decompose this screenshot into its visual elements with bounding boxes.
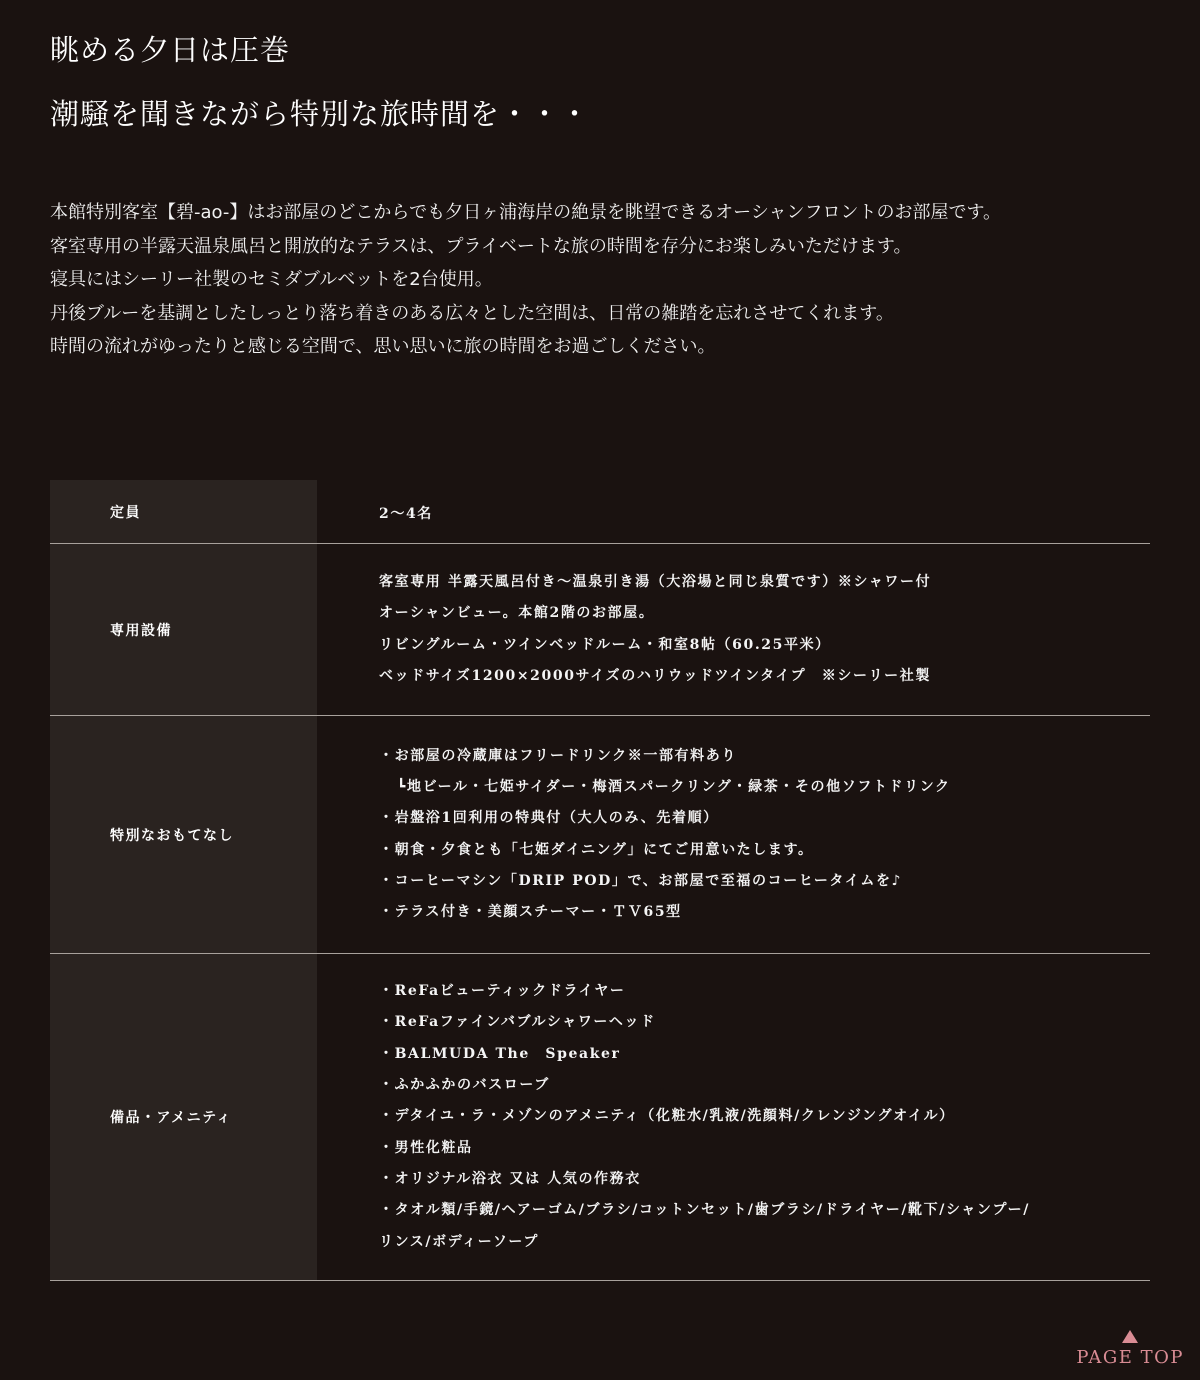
spec-value-amenity [317, 954, 1150, 1281]
list-item: ・ふかふかのバスローブ [379, 1077, 550, 1094]
list-item: オーシャンビュー。本館2階のお部屋。 [379, 605, 655, 622]
list-item: ベッドサイズ1200×2000サイズのハリウッドツインタイプ ※シーリー社製 [379, 667, 931, 684]
spec-label-hospitality: 特別なおもてなし [50, 716, 317, 954]
triangle-up-icon[interactable] [1122, 1330, 1138, 1343]
headline-primary: 眺める夕日は圧巻 [50, 33, 291, 67]
intro-paragraph [50, 196, 1150, 364]
spec-row-capacity [50, 480, 1150, 544]
room-spec-table [50, 480, 1150, 1281]
intro-line: 本館特別客室【碧-ao-】はお部屋のどこからでも夕日ヶ浦海岸の絶景を眺望できるオーシャンフロントのお部屋です。 [50, 202, 1002, 223]
spec-label-capacity: 定員 [50, 480, 317, 544]
spec-row-amenity [50, 954, 1150, 1281]
spec-value-capacity: 2〜4名 [317, 480, 1150, 544]
intro-line: 客室専用の半露天温泉風呂と開放的なテラスは、プライベートな旅の時間を存分にお楽しみいただけます。 [50, 235, 912, 257]
intro-line: 寝具にはシーリー社製のセミダブルベットを2台使用。 [50, 269, 493, 290]
list-item: ・オリジナル浴衣 又は 人気の作務衣 [379, 1170, 641, 1187]
list-item: ・タオル類/手鏡/ヘアーゴム/ブラシ/コットンセット/歯ブラシ/ドライヤー/靴下/シャンプー/ [379, 1202, 1030, 1219]
spec-value-hospitality [317, 716, 1150, 954]
list-item: ┗地ビール・七姫サイダー・梅酒スパークリング・緑茶・その他ソフトドリンク [397, 778, 951, 795]
list-item: ・BALMUDA The Speaker [379, 1045, 621, 1062]
list-item: リンス/ボディーソープ [379, 1233, 539, 1250]
page-top-link[interactable] [1076, 1330, 1184, 1368]
intro-line: 時間の流れがゆったりと感じる空間で、思い思いに旅の時間をお過ごしください。 [50, 336, 716, 357]
list-item: ・デタイユ・ラ・メゾンのアメニティ（化粧水/乳液/洗顔料/クレンジングオイル） [379, 1108, 955, 1125]
spec-label-amenity: 備品・アメニティ [50, 954, 317, 1281]
intro-line: 丹後ブルーを基調としたしっとり落ち着きのある広々とした空間は、日常の雑踏を忘れさせてくれます。 [50, 302, 894, 324]
spec-row-equipment [50, 544, 1150, 716]
list-item: ・岩盤浴1回利用の特典付（大人のみ、先着順） [379, 810, 719, 827]
list-item: 客室専用 半露天風呂付き〜温泉引き湯（大浴場と同じ泉質です）※シャワー付 [379, 573, 932, 590]
headline-secondary: 潮騒を聞きながら特別な旅時間を・・・ [50, 97, 591, 131]
list-item: ・ReFaファインバブルシャワーヘッド [379, 1014, 656, 1031]
spec-label-equipment: 専用設備 [50, 544, 317, 716]
list-item: ・男性化粧品 [379, 1139, 473, 1156]
list-item: ・お部屋の冷蔵庫はフリードリンク※一部有料あり [379, 747, 737, 764]
list-item: ・コーヒーマシン「DRIP POD」で、お部屋で至福のコーヒータイムを♪ [379, 872, 903, 889]
page-top-label[interactable]: PAGE TOP [1076, 1347, 1184, 1368]
list-item: ・朝食・夕食とも「七姫ダイニング」にてご用意いたします。 [379, 841, 814, 858]
spec-value-equipment [317, 544, 1150, 716]
list-item: ・ReFaビューティックドライヤー [379, 983, 626, 1000]
spec-row-hospitality [50, 716, 1150, 954]
list-item: リビングルーム・ツインベッドルーム・和室8帖（60.25平米） [379, 636, 831, 653]
list-item: ・テラス付き・美顔スチーマー・ＴＶ65型 [379, 904, 682, 921]
